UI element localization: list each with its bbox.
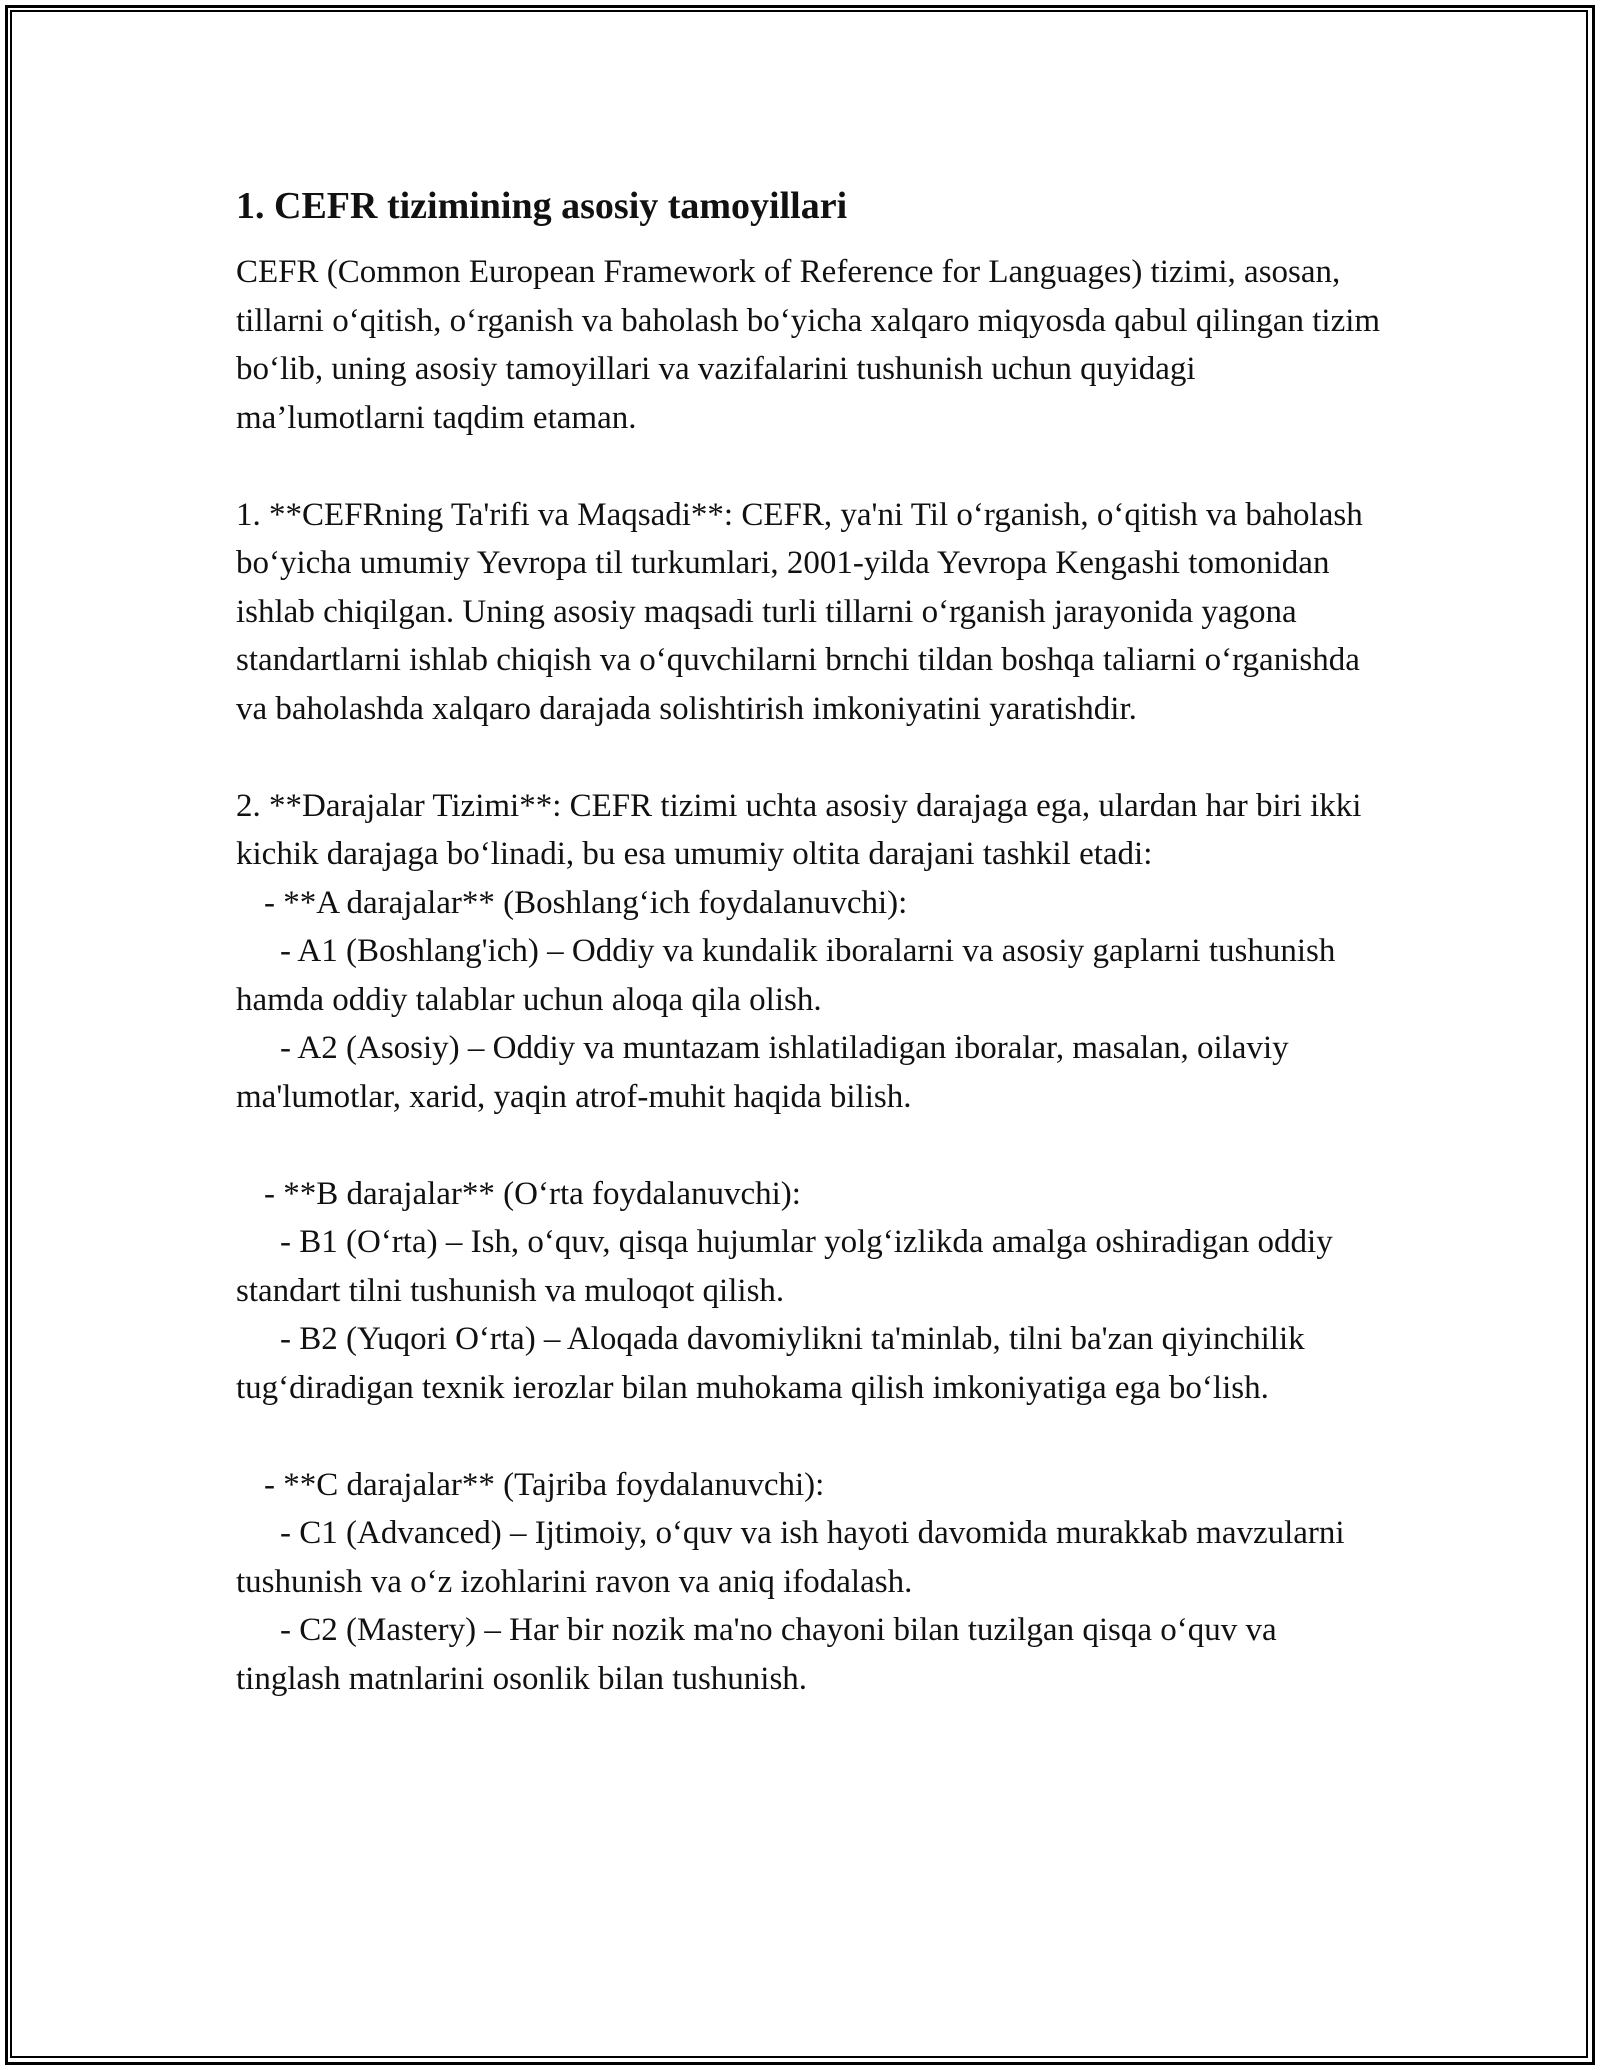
intro-paragraph: CEFR (Common European Framework of Reference for Languages) tizimi, asosan, tillarni o‘qitish, o‘rganish va baholash bo‘yicha xalqaro miqyosda qabul qilingan tizim bo‘lib, uning asosiy tamoyillari va vazifalarini tushunish uchun quyidagi ma’lumotlarni taqdim etaman. <box>236 254 1381 436</box>
section-2-paragraph: 2. **Darajalar Tizimi**: CEFR tizimi uchta asosiy darajaga ega, ulardan har biri ikki kichik darajaga bo‘linadi, bu esa umumiy oltita darajani tashkil etadi: <box>236 787 1362 872</box>
document-body <box>236 182 1386 1703</box>
level-a2-item: - A2 (Asosiy) – Oddiy va muntazam ishlatiladigan iboralar, masalan, oilaviy ma'lumotlar, xarid, yaqin atrof-muhit haqida bilish. <box>236 1030 1289 1115</box>
document-title: 1. CEFR tizimining asosiy tamoyillari <box>236 185 848 227</box>
level-a-heading: - **A darajalar** (Boshlang‘ich foydalanuvchi): <box>264 884 908 921</box>
level-c1-item: - C1 (Advanced) – Ijtimoiy, o‘quv va ish hayoti davomida murakkab mavzularni tushunish va o‘z izohlarini ravon va aniq ifodalash. <box>236 1515 1345 1600</box>
level-c2-item: - C2 (Mastery) – Har bir nozik ma'no chayoni bilan tuzilgan qisqa o‘quv va tinglash matnlarini osonlik bilan tushunish. <box>236 1612 1277 1697</box>
level-b1-item: - B1 (O‘rta) – Ish, o‘quv, qisqa hujumlar yolg‘izlikda amalga oshiradigan oddiy standart tilni tushunish va muloqot qilish. <box>236 1224 1333 1309</box>
level-c-heading: - **C darajalar** (Tajriba foydalanuvchi): <box>264 1466 825 1503</box>
section-1-paragraph: 1. **CEFRning Ta'rifi va Maqsadi**: CEFR, ya'ni Til o‘rganish, o‘qitish va baholash bo‘yicha umumiy Yevropa til turkumlari, 2001-yilda Yevropa Kengashi tomonidan ishlab chiqilgan. Uning asosiy maqsadi turli tillarni o‘rganish jarayonida yagona standartlarni ishlab chiqish va o‘quvchilarni brnchi tildan boshqa taliarni o‘rganishda va baholashda xalqaro darajada solishtirish imkoniyatini yaratishdir. <box>236 496 1363 727</box>
level-b-heading: - **B darajalar** (O‘rta foydalanuvchi): <box>264 1175 801 1212</box>
level-a1-item: - A1 (Boshlang'ich) – Oddiy va kundalik iboralarni va asosiy gaplarni tushunish hamda oddiy talablar uchun aloqa qila olish. <box>236 933 1336 1018</box>
level-b2-item: - B2 (Yuqori O‘rta) – Aloqada davomiylikni ta'minlab, tilni ba'zan qiyinchilik tug‘diradigan texnik ierozlar bilan muhokama qilish imkoniyatiga ega bo‘lish. <box>236 1321 1305 1406</box>
